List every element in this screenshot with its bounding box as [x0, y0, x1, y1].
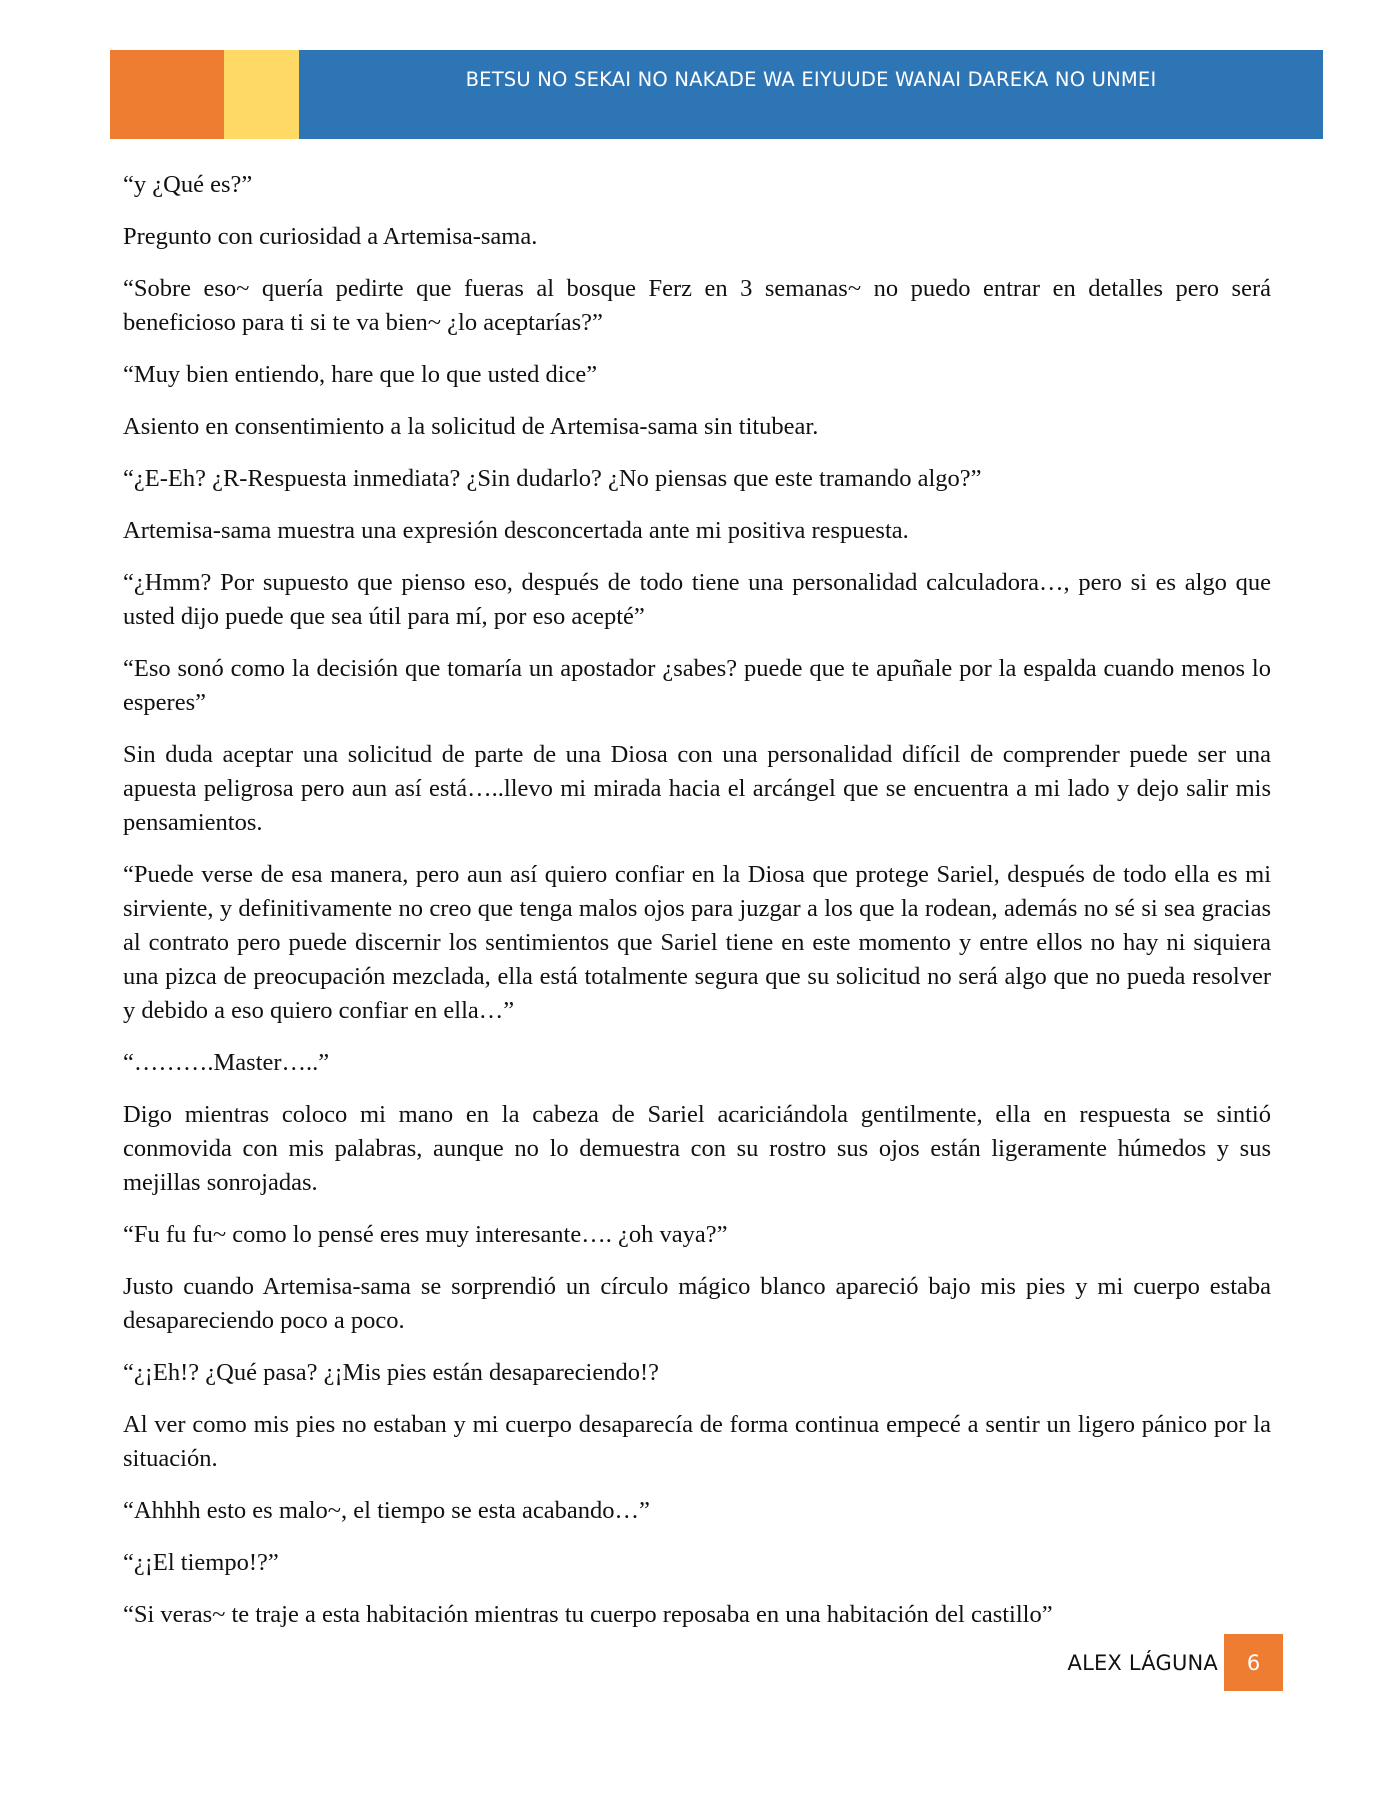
page-number-badge: 6: [1224, 1634, 1283, 1691]
paragraph: “Sobre eso~ quería pedirte que fueras al bosque Ferz en 3 semanas~ no puedo entrar en detalles pero será beneficioso para ti si te va bien~ ¿lo aceptarías?”: [123, 275, 1271, 336]
header-title: BETSU NO SEKAI NO NAKADE WA EIYUUDE WANAI DAREKA NO UNMEI: [465, 68, 1157, 91]
header-orange-block: [110, 50, 224, 139]
paragraph: “Puede verse de esa manera, pero aun así quiero confiar en la Diosa que protege Sariel, después de todo ella es mi sirviente, y definitivamente no creo que tenga malos ojos para juzgar a los que la rodean, además no sé si sea gracias al contrato pero puede discernir los sentimientos que Sariel tiene en este momento y entre ellos no hay ni siquiera una pizca de preocupación mezclada, ella está totalmente segura que su solicitud no será algo que no pueda resolver y debido a eso quiero confiar en ella…”: [123, 861, 1271, 1024]
paragraph: “Fu fu fu~ como lo pensé eres muy interesante…. ¿oh vaya?”: [123, 1221, 728, 1248]
paragraph: “y ¿Qué es?”: [123, 171, 253, 198]
header-yellow-block: [224, 50, 299, 139]
body-text: [123, 168, 1271, 1650]
paragraph: “Eso sonó como la decisión que tomaría un apostador ¿sabes? puede que te apuñale por la espalda cuando menos lo esperes”: [123, 655, 1271, 716]
paragraph: Sin duda aceptar una solicitud de parte de una Diosa con una personalidad difícil de comprender puede ser una apuesta peligrosa pero aun así está…..llevo mi mirada hacia el arcángel que se encuentra a mi lado y dejo salir mis pensamientos.: [123, 741, 1271, 836]
page-header: [110, 50, 1323, 139]
paragraph: Asiento en consentimiento a la solicitud de Artemisa-sama sin titubear.: [123, 413, 819, 440]
paragraph: “¿Hmm? Por supuesto que pienso eso, después de todo tiene una personalidad calculadora…, pero si es algo que usted dijo puede que sea útil para mí, por eso acepté”: [123, 569, 1271, 630]
paragraph: “Si veras~ te traje a esta habitación mientras tu cuerpo reposaba en una habitación del castillo”: [123, 1601, 1053, 1628]
paragraph: Justo cuando Artemisa-sama se sorprendió un círculo mágico blanco apareció bajo mis pies y mi cuerpo estaba desapareciendo poco a poco.: [123, 1273, 1271, 1334]
paragraph: “¿E-Eh? ¿R-Respuesta inmediata? ¿Sin dudarlo? ¿No piensas que este tramando algo?”: [123, 465, 982, 492]
header-title-band: [299, 50, 1323, 139]
paragraph: Digo mientras coloco mi mano en la cabeza de Sariel acariciándola gentilmente, ella en respuesta se sintió conmovida con mis palabras, aunque no lo demuestra con su rostro sus ojos están ligeramente húmedos y sus mejillas sonrojadas.: [123, 1101, 1271, 1196]
footer-author: ALEX LÁGUNA: [1067, 1651, 1218, 1675]
paragraph: “Ahhhh esto es malo~, el tiempo se esta acabando…”: [123, 1497, 650, 1524]
paragraph: “¿¡El tiempo!?”: [123, 1549, 279, 1576]
paragraph: “……….Master…..”: [123, 1049, 330, 1076]
paragraph: Artemisa-sama muestra una expresión desconcertada ante mi positiva respuesta.: [123, 517, 909, 544]
paragraph: “Muy bien entiendo, hare que lo que usted dice”: [123, 361, 598, 388]
paragraph: Pregunto con curiosidad a Artemisa-sama.: [123, 223, 538, 250]
paragraph: “¿¡Eh!? ¿Qué pasa? ¿¡Mis pies están desapareciendo!?: [123, 1359, 659, 1386]
paragraph: Al ver como mis pies no estaban y mi cuerpo desaparecía de forma continua empecé a sentir un ligero pánico por la situación.: [123, 1411, 1271, 1472]
